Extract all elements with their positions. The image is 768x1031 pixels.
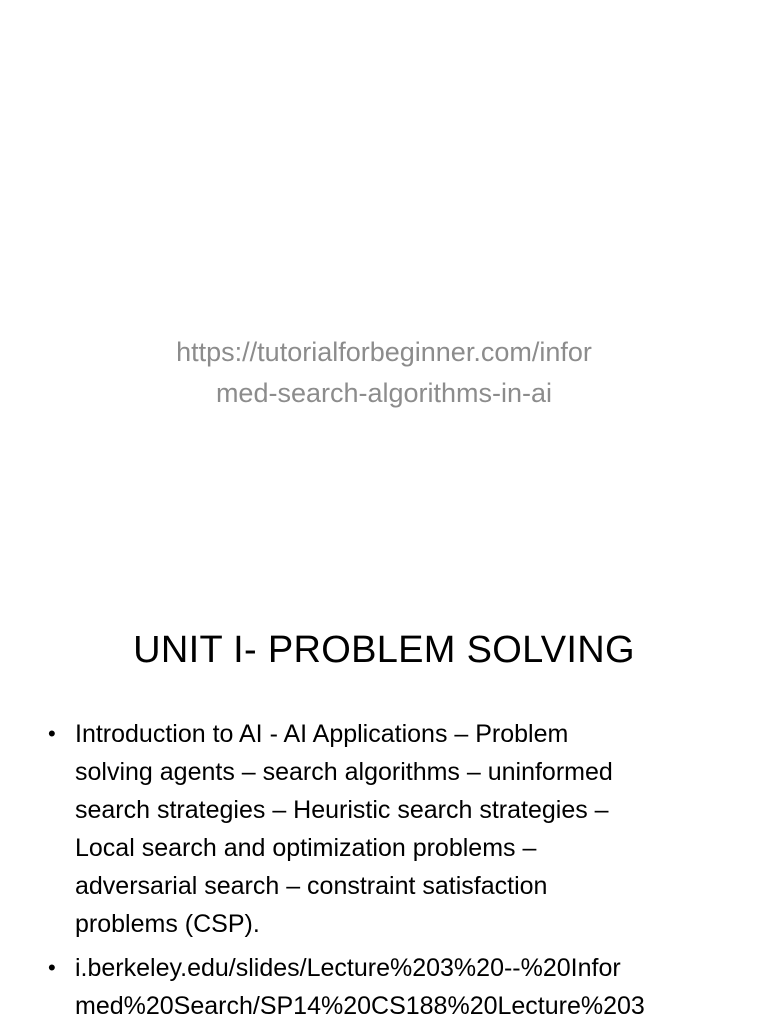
bullet-dot-icon: • [48, 721, 56, 746]
bullet-line: med%20Search/SP14%20CS188%20Lecture%203 [75, 992, 645, 1020]
bullet-item-link[interactable] [48, 949, 728, 1025]
bullet-list [48, 715, 728, 1031]
bullet-text [75, 715, 728, 943]
bullet-line: Local search and optimization problems – [75, 834, 537, 862]
bullet-dot-icon: • [48, 955, 56, 980]
slide-heading: UNIT I- PROBLEM SOLVING [133, 629, 635, 671]
bullet-link-text[interactable] [75, 949, 728, 1025]
bullet-line: adversarial search – constraint satisfaction [75, 872, 548, 900]
bullet-line: i.berkeley.edu/slides/Lecture%203%20--%20Infor [75, 954, 621, 982]
bullet-line: search strategies – Heuristic search strategies – [75, 796, 609, 824]
link-url-line: https://tutorialforbeginner.com/infor [176, 337, 592, 367]
bullet-line: problems (CSP). [75, 910, 260, 938]
link-url-text[interactable] [60, 332, 708, 414]
bullet-item [48, 715, 728, 943]
bullet-line: Introduction to AI - AI Applications – Problem [75, 720, 569, 748]
link-url-line: med-search-algorithms-in-ai [215, 378, 553, 408]
bullet-line: solving agents – search algorithms – uninformed [75, 758, 613, 786]
